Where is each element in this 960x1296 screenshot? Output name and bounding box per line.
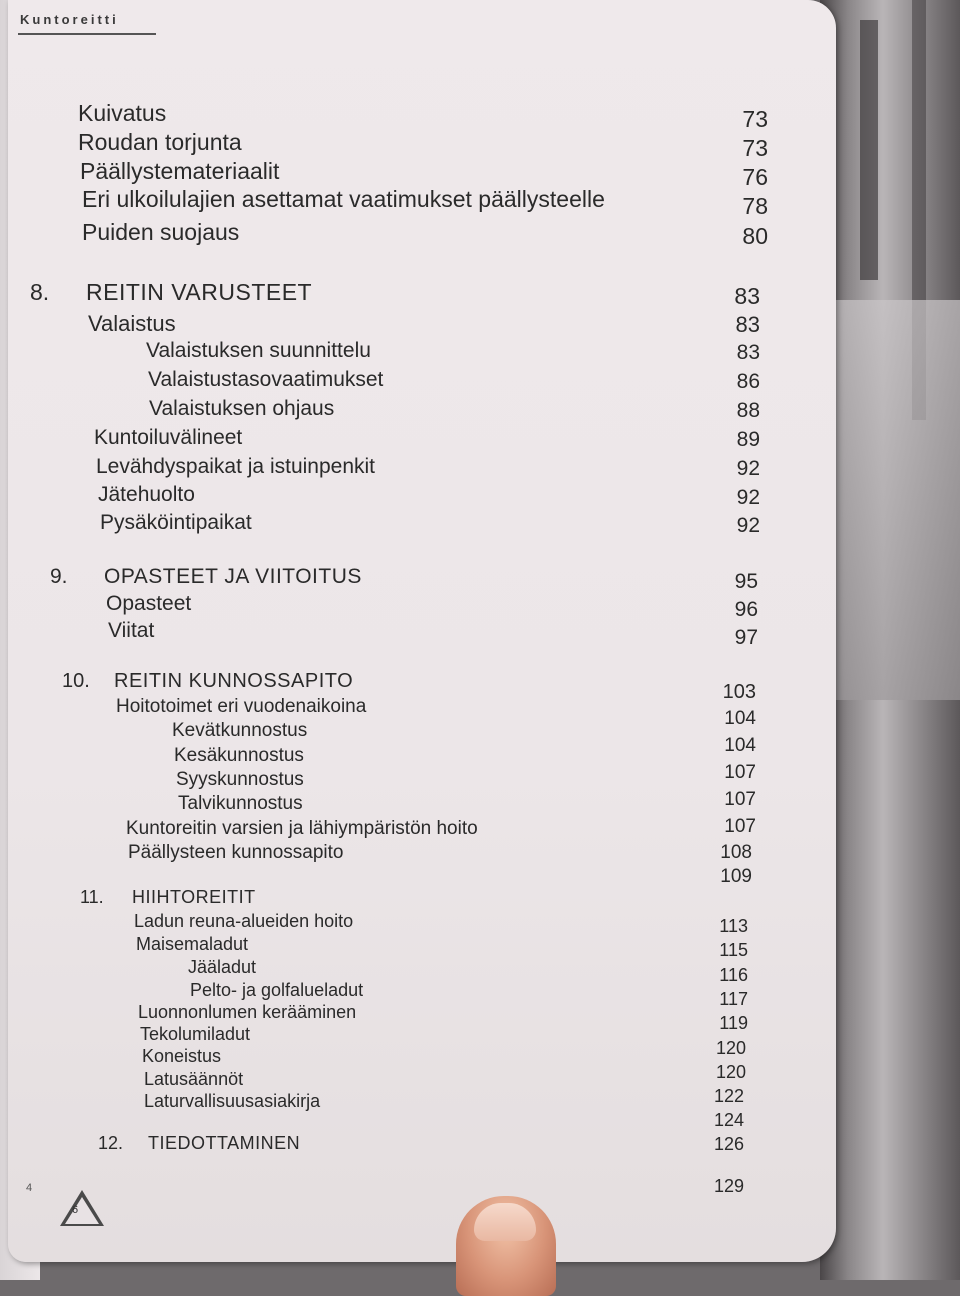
toc-entry-label: Talvikunnostus bbox=[178, 793, 303, 814]
toc-chapter-number: 8. bbox=[30, 279, 50, 305]
toc-entry-label: Kuntoreitin varsien ja lähiympäristön hoito bbox=[126, 818, 478, 839]
toc-entry-label: Valaistuksen suunnittelu bbox=[146, 339, 371, 362]
toc-entry-label: OPASTEET JA VIITOITUS bbox=[104, 565, 362, 588]
toc-page-number: 103 bbox=[722, 681, 756, 703]
toc-entry-label: Valaistus bbox=[88, 311, 176, 336]
toc-page-number: 92 bbox=[736, 486, 760, 509]
toc-entry-label: Pysäköintipaikat bbox=[100, 511, 252, 534]
toc-page-number: 80 bbox=[742, 223, 768, 249]
background-photo-page bbox=[820, 0, 960, 1280]
toc-entry-label: Tekolumiladut bbox=[140, 1024, 251, 1044]
toc-page-number: 104 bbox=[724, 735, 756, 756]
toc-entry-label: Hoitotoimet eri vuodenaikoina bbox=[116, 696, 367, 717]
toc-page-number: 83 bbox=[734, 283, 760, 309]
toc-entry-label: Syyskunnostus bbox=[176, 769, 304, 790]
toc-entry-label: Viitat bbox=[108, 619, 155, 642]
toc-page-number: 88 bbox=[736, 399, 760, 422]
toc-page-number: 86 bbox=[736, 370, 760, 393]
toc-chapter-number: 9. bbox=[50, 565, 68, 588]
toc-entry-label: Levähdyspaikat ja istuinpenkit bbox=[96, 455, 376, 478]
toc-entry-label: Roudan torjunta bbox=[78, 129, 242, 155]
toc-entry-label: Koneistus bbox=[142, 1046, 222, 1066]
toc-page-number: 83 bbox=[735, 312, 760, 337]
toc-page-number: 119 bbox=[719, 1013, 748, 1033]
toc-entry-label: Päällystemateriaalit bbox=[80, 158, 280, 184]
toc-page-number: 97 bbox=[734, 626, 758, 649]
toc-entry-label: Pelto- ja golfalueladut bbox=[190, 980, 364, 1000]
toc-page-number: 73 bbox=[742, 135, 768, 161]
toc-entry-label: TIEDOTTAMINEN bbox=[148, 1133, 301, 1153]
toc-entry-label: REITIN VARUSTEET bbox=[86, 279, 313, 305]
toc-entry-label: Jääladut bbox=[188, 957, 257, 977]
toc-page-number: 92 bbox=[736, 457, 760, 480]
toc-page-number: 96 bbox=[734, 598, 758, 621]
toc-page-number: 129 bbox=[713, 1176, 744, 1196]
toc-entry-label: Kuivatus bbox=[78, 100, 167, 126]
toc-entry-label: Kesäkunnostus bbox=[174, 745, 304, 766]
toc-page-number: 116 bbox=[719, 965, 748, 985]
toc-page-number: 107 bbox=[724, 762, 756, 783]
running-head: Kuntoreitti bbox=[20, 12, 119, 27]
toc-page-number: 120 bbox=[715, 1038, 746, 1058]
toc-page-number: 76 bbox=[742, 164, 768, 190]
toc-page-number: 83 bbox=[736, 341, 760, 364]
page-number-triangle-fill bbox=[65, 1197, 99, 1224]
toc-page-number: 78 bbox=[742, 193, 768, 219]
toc-entry-label: REITIN KUNNOSSAPITO bbox=[114, 670, 354, 692]
toc-entry-label: Maisemaladut bbox=[136, 934, 249, 954]
toc-chapter-number: 12. bbox=[98, 1133, 124, 1153]
toc-page-number: 92 bbox=[736, 514, 760, 537]
toc-page-number: 122 bbox=[713, 1086, 744, 1106]
toc-entry-label: Valaistustasovaatimukset bbox=[148, 368, 384, 391]
book-page bbox=[8, 0, 836, 1262]
toc-page-number: 107 bbox=[724, 816, 756, 837]
toc-page-number: 73 bbox=[742, 106, 768, 132]
toc-entry-label: Päällysteen kunnossapito bbox=[128, 842, 344, 863]
toc-page-number: 115 bbox=[719, 940, 748, 960]
toc-entry-label: Kevätkunnostus bbox=[172, 720, 308, 741]
toc-page-number: 117 bbox=[719, 989, 748, 1009]
toc-page-number: 124 bbox=[713, 1110, 744, 1130]
toc-entry-label: Puiden suojaus bbox=[82, 219, 240, 245]
background-tree bbox=[860, 20, 878, 280]
toc-entry-label: Latusäännöt bbox=[144, 1069, 244, 1089]
page-number: 6 bbox=[72, 1204, 79, 1216]
toc-entry-label: Jätehuolto bbox=[98, 483, 195, 506]
toc-chapter-number: 10. bbox=[62, 670, 90, 692]
toc-page-number: 108 bbox=[720, 842, 752, 863]
toc-entry-label: Luonnonlumen kerääminen bbox=[138, 1002, 357, 1022]
toc-page-number: 107 bbox=[724, 789, 756, 810]
toc-page-number: 120 bbox=[715, 1062, 746, 1082]
thumbnail-nail bbox=[474, 1203, 536, 1241]
toc-page-number: 104 bbox=[724, 708, 756, 729]
toc-entry-label: Valaistuksen ohjaus bbox=[149, 397, 335, 420]
toc-entry-label: Laturvallisuusasiakirja bbox=[144, 1091, 321, 1111]
toc-chapter-number: 11. bbox=[80, 887, 104, 907]
toc-page-number: 126 bbox=[713, 1134, 744, 1154]
toc-entry-label: Ladun reuna-alueiden hoito bbox=[134, 911, 354, 931]
toc-entry-label: Eri ulkoilulajien asettamat vaatimukset päällysteelle bbox=[82, 186, 605, 212]
toc-entry-label: Opasteet bbox=[106, 592, 192, 615]
toc-entry-label: Kuntoiluvälineet bbox=[94, 426, 243, 449]
toc-page-number: 95 bbox=[734, 570, 758, 593]
toc-page-number: 89 bbox=[736, 428, 760, 451]
toc-page-number: 113 bbox=[719, 916, 748, 936]
toc-page-number: 109 bbox=[720, 866, 752, 887]
background-snow bbox=[820, 300, 960, 700]
toc-entry-label: HIIHTOREITIT bbox=[132, 887, 256, 907]
running-head-rule bbox=[18, 33, 156, 35]
footer-left-mark: 4 bbox=[26, 1182, 33, 1194]
